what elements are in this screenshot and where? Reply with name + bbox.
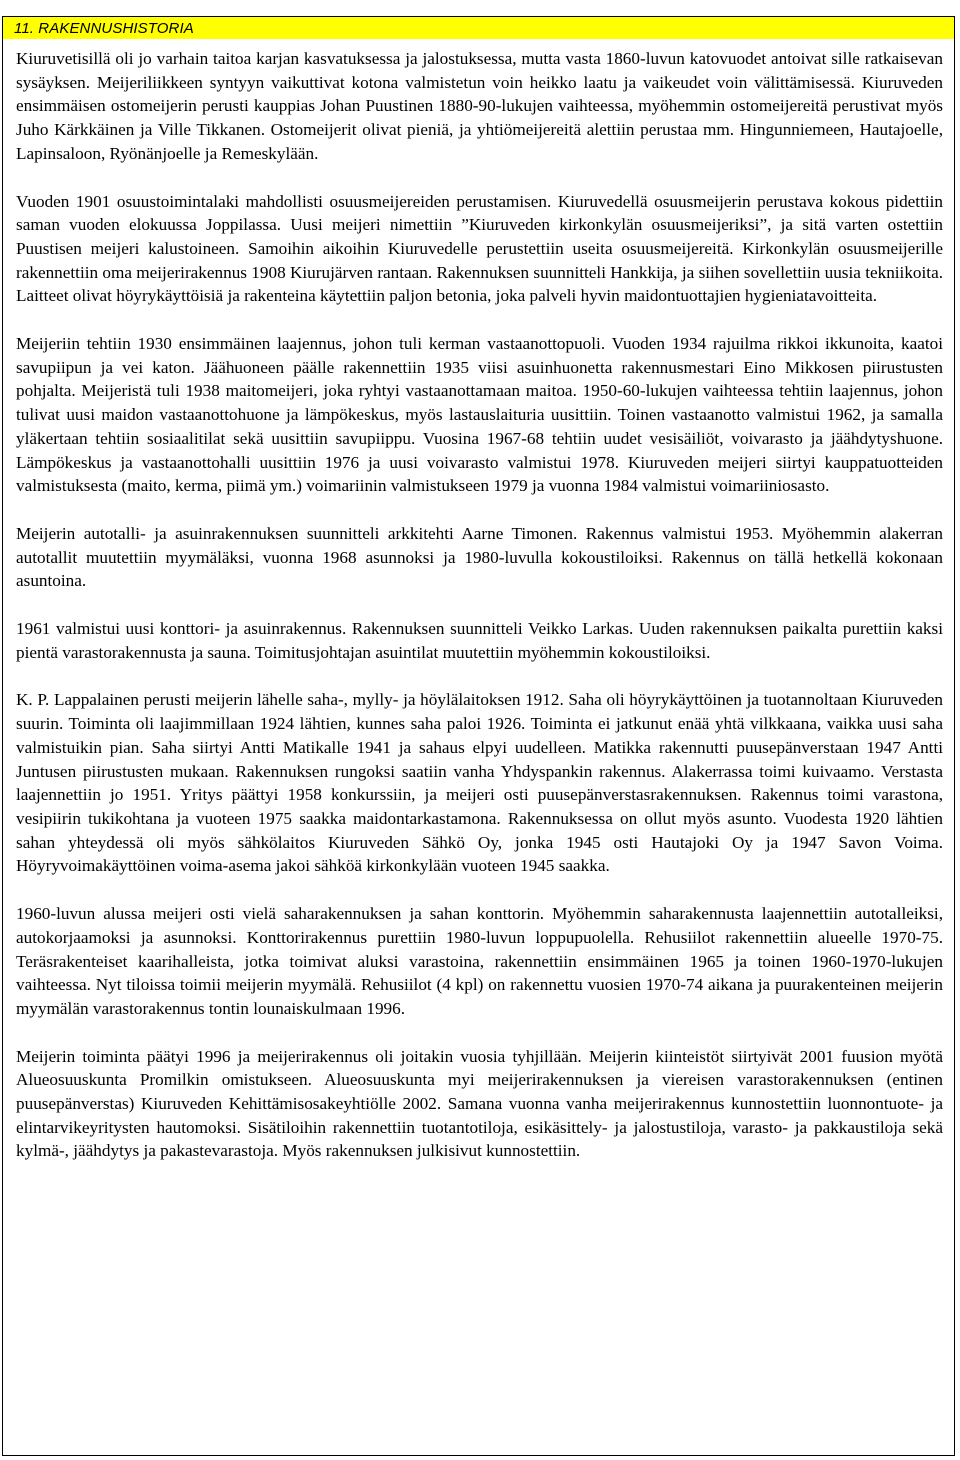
- section-title: 11. RAKENNUSHISTORIA: [3, 17, 954, 39]
- paragraph-sawmill: K. P. Lappalainen perusti meijerin lähelle saha-, mylly- ja höylälaitoksen 1912. Saha oli höyrykäyttöinen ja tuotannoltaan Kiuruveden suurin. Toiminta oli laajimmillaan 1924 lähtien, kunnes saha paloi 1926. Toiminta ei jatkunut enää yhtä vilkkaana, vaikka uusi saha valmistuikin pian. Saha siirtyi Antti Matikalle 1941 ja sahaus elpyi uudelleen. Matikka rakennutti puusepänverstaan 1947 Antti Juntusen piirustusten mukaan. Rakennuksen rungoksi saatiin vanha Yhdyspankin rakennus. Alakerrassa toimi kuivaamo. Verstasta laajennettiin jo 1951. Yritys päättyi 1958 konkurssiin, ja meijeri osti puusepänverstasrakennuksen. Rakennus toimi varastona, vesipiirin tukikohtana ja vuoteen 1975 saakka maidontarkastamona. Rakennuksessa on ollut myös asunto. Vuodesta 1920 lähtien sahan yhteydessä oli myös sähkölaitos Kiuruveden Sähkö Oy, jonka 1945 osti Hautajoki Oy ja 1947 Savon Voima. Höyryvoimakäyttöinen voima-asema jakoi sähköä kirkonkylään vuoteen 1945 saakka.: [16, 690, 943, 876]
- paragraph-office-building: 1961 valmistui uusi konttori- ja asuinrakennus. Rakennuksen suunnitteli Veikko Larkas. Uuden rakennuksen paikalta purettiin kaksi pientä varastorakennusta ja sauna. Toimitusjohtajan asuintilat muutettiin myöhemmin kokoustiloiksi.: [16, 619, 943, 662]
- paragraph-cooperative-dairy: Vuoden 1901 osuustoimintalaki mahdollisti osuusmeijereiden perustamisen. Kiuruvedellä osuusmeijerin perustava kokous pidettiin saman vuoden elokuussa Joppilassa. Uusi meijeri nimettiin ”Kiuruveden kirkonkylän osuusmeijeriksi”, ja sitä varten ostettiin Puustisen meijeri kalustoineen. Samoihin aikoihin Kiuruvedelle perustettiin useita osuusmeijereitä. Kirkonkylän osuusmeijerille rakennettiin oma meijerirakennus 1908 Kiurujärven rantaan. Rakennuksen suunnitteli Hankkija, ja siihen sovellettiin uusia tekniikoita. Laitteet olivat höyrykäyttöisiä ja rakenteina käytettiin paljon betonia, joka palveli hyvin maidontuottajien hygieniatavoitteita.: [16, 191, 943, 306]
- paragraph-1960s: 1960-luvun alussa meijeri osti vielä saharakennuksen ja sahan konttorin. Myöhemmin saharakennusta laajennettiin autotalleiksi, autokorjaamoksi ja asunnoksi. Konttorirakennus purettiin 1980-luvun loppupuolella. Rehusiilot rakennettiin alueelle 1970-75. Teräsrakenteiset kaarihalleista, jotka toimivat aluksi varastoina, rakennettiin ensimmäinen 1965 ja toinen 1960-1970-lukujen vaihteessa. Nyt tiloissa toimii meijerin myymälä. Rehusiilot (4 kpl) on rakennettu vuosien 1970-74 aikana ja puurakenteinen meijerin myymälän varastorakennus tontin lounaiskulmaan 1996.: [16, 904, 943, 1018]
- paragraph-closure: Meijerin toiminta päätyi 1996 ja meijerirakennus oli joitakin vuosia tyhjillään. Meijerin kiinteistöt siirtyivät 2001 fuusion myötä Alueosuuskunta Promilkin omistukseen. Alueosuuskunta myi meijerirakennuksen ja viereisen varastorakennuksen (entinen puusepänverstas) Kiuruveden Kehittämisosakeyhtiölle 2002. Samana vuonna vanha meijerirakennus kunnostettiin luonnontuote- ja elintarvikeyritysten hautomoksi. Sisätiloihin rakennettiin tuotantotiloja, esikäsittely- ja jalostustiloja, varasto- ja pakkaustiloja sekä kylmä-, jäähdytys ja pakastevarastoja. Myös rakennuksen julkisivut kunnostettiin.: [16, 1046, 943, 1161]
- paragraph-garage-building: Meijerin autotalli- ja asuinrakennuksen suunnitteli arkkitehti Aarne Timonen. Rakennus valmistui 1953. Myöhemmin alakerran autotallit muutettiin myymäläksi, vuonna 1968 asunnoksi ja 1980-luvulla kokoustiloiksi. Rakennus on tällä hetkellä kokonaan asuntoina.: [16, 523, 943, 591]
- document-body: [16, 47, 943, 1187]
- paragraph-history-intro: Kiuruvetisillä oli jo varhain taitoa karjan kasvatuksessa ja jalostuksessa, mutta vasta 1860-luvun katovuodet antoivat sille ratkaisevan sysäyksen. Meijeriliikkeen syntyyn vaikuttivat kotona valmistetun voin heikko laatu ja vaikeudet voin välittämisessä. Kiuruveden ensimmäisen ostomeijerin perusti kauppias Johan Puustinen 1880-90-lukujen vaihteessa, myöhemmin ostomeijereitä perustivat myös Juho Kärkkäinen ja Ville Tikkanen. Ostomeijerit olivat pieniä, ja yhtiömeijereitä alettiin perustaa mm. Hingunniemeen, Hautajoelle, Lapinsaloon, Ryönänjoelle ja Remeskylään.: [16, 49, 943, 163]
- paragraph-expansions: Meijeriin tehtiin 1930 ensimmäinen laajennus, johon tuli kerman vastaanottopuoli. Vuoden 1934 rajuilma rikkoi ikkunoita, kaatoi savupiipun ja vei katon. Jäähuoneen päälle rakennettiin 1935 viisi asuinhuonetta rakennusmestari Eino Mikkosen piirustusten pohjalta. Meijeristä tuli 1938 maitomeijeri, joka ryhtyi vastaanottamaan maitoa. 1950-60-lukujen vaihteessa tehtiin laajennus, johon tulivat uusi maidon vastaanottohuone ja lämpökeskus, myös lastauslaituria uusittiin. Toinen vastaanotto valmistui 1962, ja samalla yläkertaan tehtiin sosiaalitilat sekä uusittiin savupiippu. Vuosina 1967-68 tehtiin uudet vesisäiliöt, voivarasto ja jäähdytyshuone. Lämpökeskus ja vastaanottohalli uusittiin 1976 ja uusi voivarasto valmistui 1978. Kiuruveden meijeri siirtyi kauppatuotteiden valmistuksesta (maito, kerma, piimä ym.) voimariinin valmistukseen 1979 ja vuonna 1984 valmistui voimariiniosasto.: [16, 334, 943, 496]
